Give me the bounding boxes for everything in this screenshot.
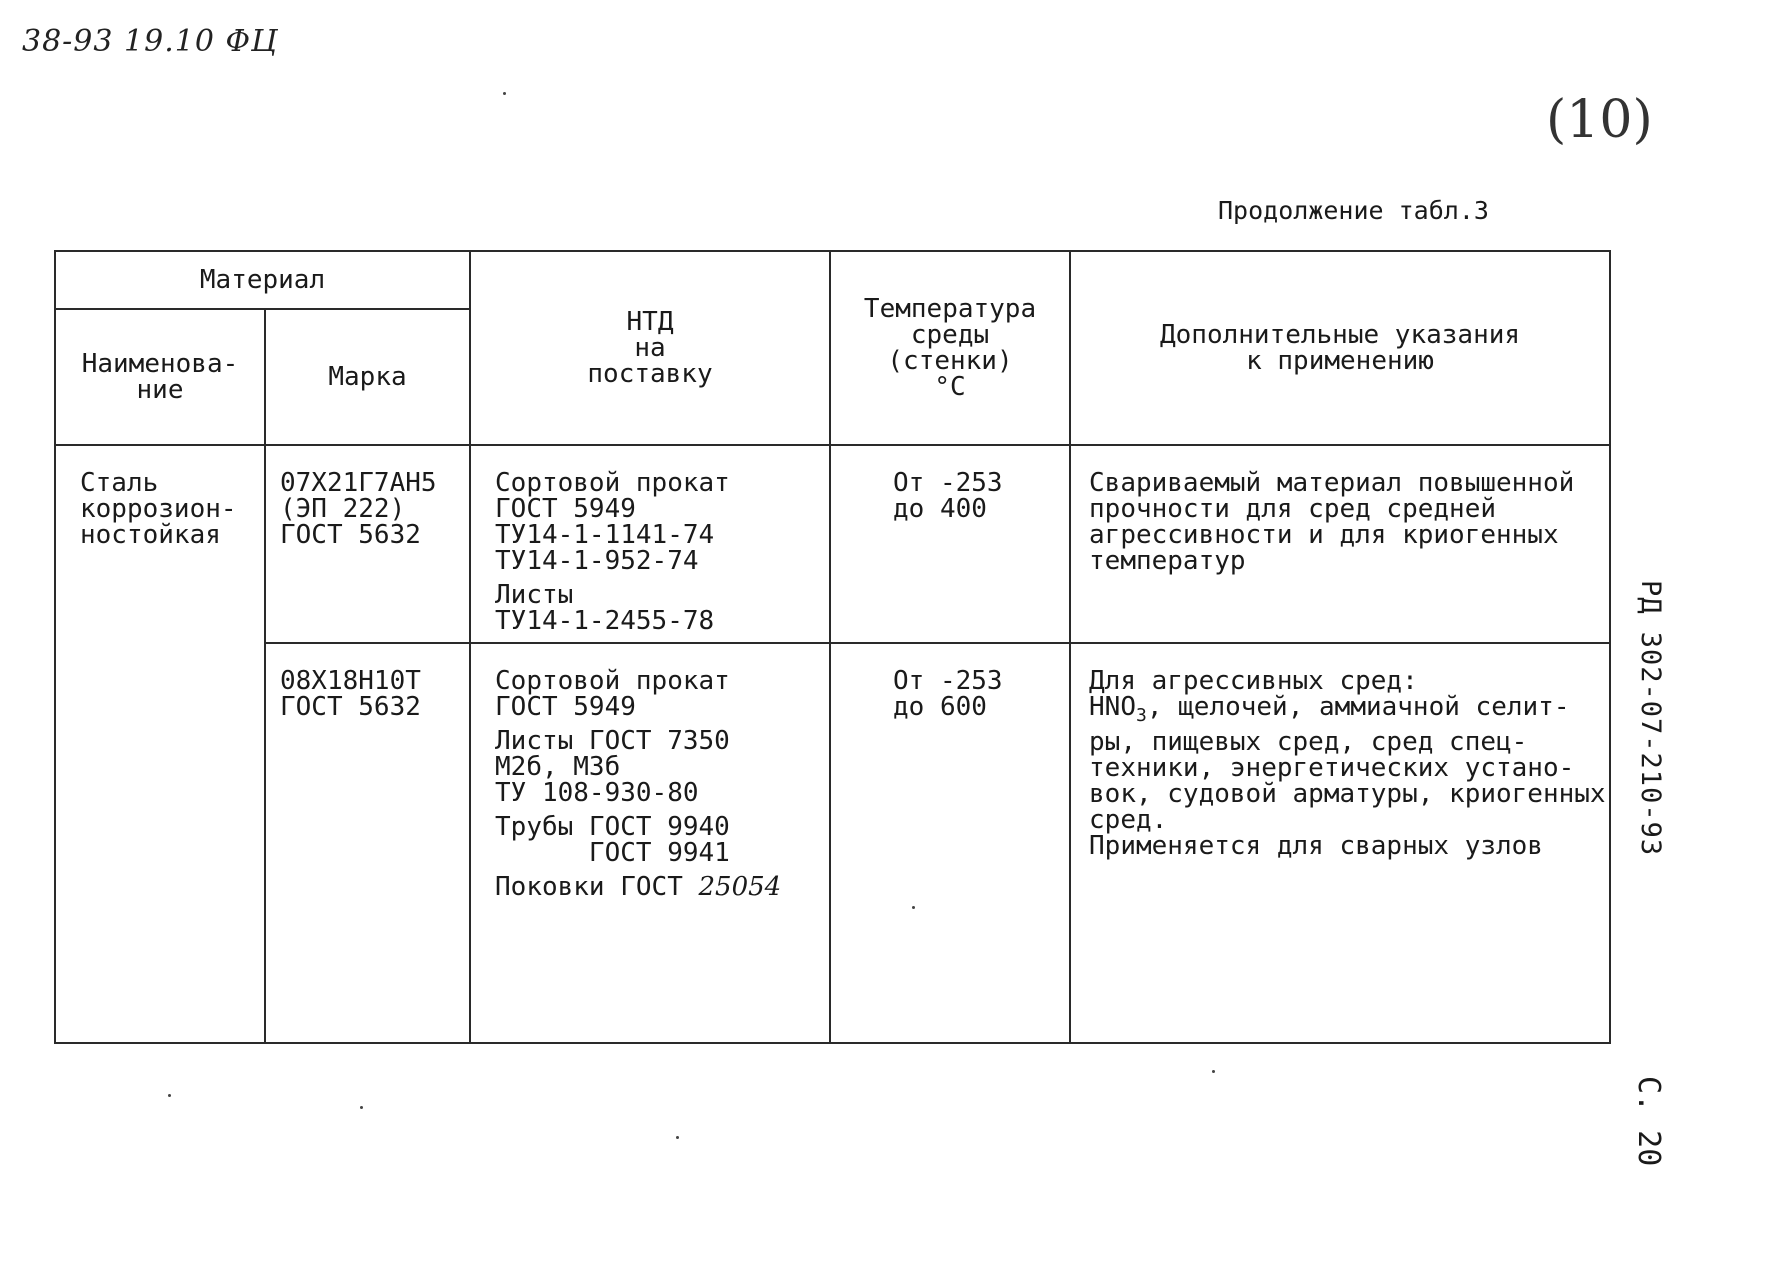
ntd-line: ТУ14-1-2455-78 <box>495 606 715 636</box>
materials-table <box>54 250 1611 1044</box>
notes-cell: Свариваемый материал повышенной прочности для сред средней агрессивности и для криогенных температур <box>1070 445 1610 643</box>
ntd-line: ТУ 108-930-80 <box>495 778 699 808</box>
ntd-forgings-label: Поковки ГОСТ <box>495 872 699 902</box>
ntd-cell <box>470 643 830 1043</box>
continuation-label: Продолжение табл.3 <box>1218 196 1489 225</box>
ntd-line: М2б, М3б <box>495 752 621 782</box>
page-number: С. 20 <box>1631 1076 1666 1167</box>
ntd-group <box>495 668 829 720</box>
notes-cell <box>1070 643 1610 1043</box>
temperature-cell: От -253 до 600 <box>830 643 1070 1043</box>
scan-speck <box>1212 1070 1215 1073</box>
page-mark: (10) <box>1546 90 1653 150</box>
notes-body <box>1089 692 1609 862</box>
ntd-group <box>495 470 829 574</box>
ntd-group <box>495 728 829 806</box>
header-name: Наименова- ние <box>55 309 265 445</box>
ntd-line: Листы ГОСТ 7350 <box>495 726 730 756</box>
header-grade: Марка <box>265 309 470 445</box>
grade-cell: 07Х21Г7АН5 (ЭП 222) ГОСТ 5632 <box>265 445 470 643</box>
ntd-line: Сортовой прокат <box>495 468 730 498</box>
scan-speck <box>676 1136 679 1139</box>
ntd-line: Трубы ГОСТ 9940 <box>495 812 730 842</box>
header-material: Материал <box>55 251 470 309</box>
ntd-line: ТУ14-1-952-74 <box>495 546 699 576</box>
ntd-group <box>495 814 829 866</box>
header-ntd: НТД на поставку <box>470 251 830 445</box>
ntd-group <box>495 874 829 900</box>
notes-rest: , щелочей, аммиачной селит- ры, пищевых сред, сред спец- техники, энергетических устано- вок, судовой арматуры, криогенных сред. Применяется для сварных узлов <box>1089 692 1606 862</box>
notes-chemical-subscript: 3 <box>1135 705 1147 727</box>
ntd-line: Листы <box>495 580 574 610</box>
grade-cell: 08Х18Н10Т ГОСТ 5632 <box>265 643 470 1043</box>
ntd-cell <box>470 445 830 643</box>
ntd-line: ТУ14-1-1141-74 <box>495 520 715 550</box>
scan-speck <box>168 1094 171 1097</box>
temperature-cell: От -253 до 400 <box>830 445 1070 643</box>
handwritten-note: 38-93 19.10 ΦЦ <box>22 24 279 59</box>
header-notes: Дополнительные указания к применению <box>1070 251 1610 445</box>
document-code: РД 302-07-210-93 <box>1635 580 1666 857</box>
notes-chemical: HNO <box>1089 692 1136 722</box>
ntd-line: ГОСТ 5949 <box>495 494 636 524</box>
scan-speck <box>912 906 915 909</box>
ntd-line: ГОСТ 9941 <box>495 838 730 868</box>
ntd-line: Сортовой прокат <box>495 666 730 696</box>
material-name: Сталь коррозион- ностойкая <box>55 445 265 1043</box>
header-temperature: Температура среды (стенки) °C <box>830 251 1070 445</box>
ntd-line: ГОСТ 5949 <box>495 692 636 722</box>
scan-speck <box>360 1106 363 1109</box>
notes-line: Для агрессивных сред: <box>1089 666 1418 696</box>
ntd-forgings-handwritten: 25054 <box>698 872 782 902</box>
ntd-group <box>495 582 829 634</box>
scan-speck <box>503 92 506 95</box>
